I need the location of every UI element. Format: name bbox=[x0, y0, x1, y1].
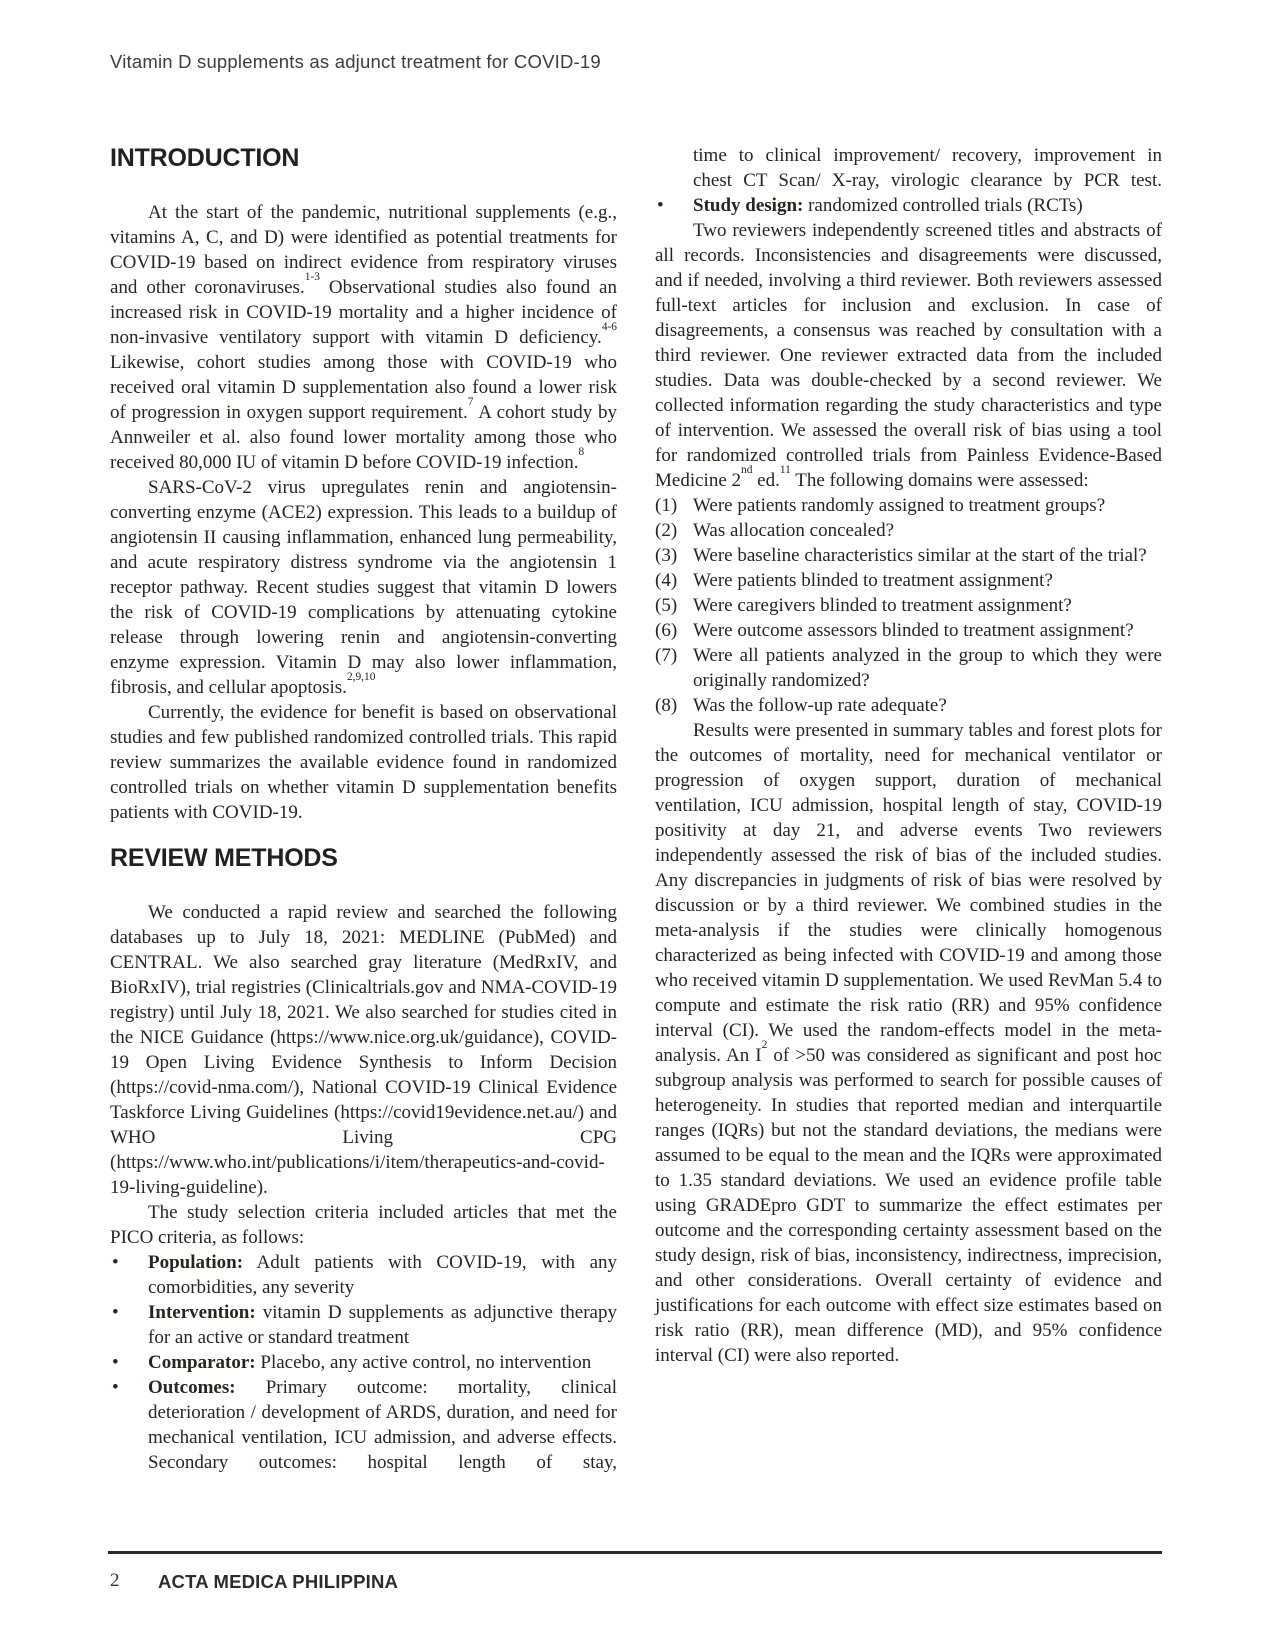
pico-bullet-study-design-text: Study design: randomized controlled trials (RCTs) bbox=[693, 195, 1083, 216]
domain-item-5 bbox=[655, 593, 1162, 618]
domain-item-6-text: Were outcome assessors blinded to treatment assignment? bbox=[693, 620, 1134, 641]
domain-item-1-text: Were patients randomly assigned to treatment groups? bbox=[693, 495, 1106, 516]
pico-bullet-population bbox=[110, 1250, 617, 1300]
pico-bullet-intervention-text: Intervention: vitamin D supplements as adjunctive therapy for an active or standard treatment bbox=[148, 1302, 617, 1348]
introduction-heading: INTRODUCTION bbox=[110, 144, 300, 172]
pico-bullet-study-design bbox=[655, 193, 1162, 218]
number-marker: (2) bbox=[655, 520, 678, 541]
domain-item-8-text: Was the follow-up rate adequate? bbox=[693, 695, 947, 716]
outcomes-continuation-text: time to clinical improvement/ recovery, improvement in chest CT Scan/ X-ray, virologic clearance by PCR test. bbox=[693, 145, 1162, 191]
journal-name: ACTA MEDICA PHILIPPINA bbox=[158, 1571, 399, 1592]
number-marker: (5) bbox=[655, 595, 678, 616]
bullet-marker: • bbox=[657, 195, 664, 216]
number-marker: (8) bbox=[655, 695, 678, 716]
domain-item-3 bbox=[655, 543, 1162, 568]
footer-rule bbox=[108, 1551, 1162, 1554]
reviewers-paragraph: Two reviewers independently screened titles and abstracts of all records. Inconsistencies and disagreements were discussed, and if needed, involving a third reviewer. Both reviewers assessed full-text articles for inclusion and exclusion. In case of disagreements, a consensus was reached by consultation with a third reviewer. One reviewer extracted data from the included studies. Data was double-checked by a second reviewer. We collected information regarding the study characteristics and type of intervention. We assessed the overall risk of bias using a tool for randomized controlled trials from Painless Evidence-Based Medicine 2nd ed.$^{11}$ The following domains were assessed: bbox=[655, 220, 1162, 491]
intro-paragraph-1: At the start of the pandemic, nutritional supplements (e.g., vitamins A, C, and D) were identified as potential treatments for COVID-19 based on indirect evidence from respiratory viruses and other coronaviruses.$^{1-3}$ Observational studies also found an increased risk in COVID-19 mortality and a higher incidence of non-invasive ventilatory support with vitamin D deficiency.$^{4-6}$ Likewise, cohort studies among those with COVID-19 who received oral vitamin D supplementation also found a lower risk of progression in oxygen support requirement.$^7$ A cohort study by Annweiler et al. also found lower mortality among those who received 80,000 IU of vitamin D before COVID-19 infection.$^8$ bbox=[110, 202, 617, 473]
number-marker: (1) bbox=[655, 495, 678, 516]
pico-bullet-outcomes bbox=[110, 1375, 617, 1475]
running-head: Vitamin D supplements as adjunct treatment for COVID-19 bbox=[110, 51, 601, 72]
domain-item-2-text: Was allocation concealed? bbox=[693, 520, 895, 541]
bullet-marker: • bbox=[112, 1352, 119, 1373]
bullet-marker: • bbox=[112, 1302, 119, 1323]
pico-bullet-comparator bbox=[110, 1350, 617, 1375]
number-marker: (6) bbox=[655, 620, 678, 641]
bullet-marker: • bbox=[112, 1377, 119, 1398]
number-marker: (4) bbox=[655, 570, 678, 591]
page-number: 2 bbox=[110, 1570, 120, 1591]
domain-item-6 bbox=[655, 618, 1162, 643]
pico-bullet-population-text: Population: Adult patients with COVID-19, with any comorbidities, any severity bbox=[148, 1252, 617, 1298]
pico-bullet-comparator-text: Comparator: Placebo, any active control, no intervention bbox=[148, 1352, 592, 1373]
domain-item-3-text: Were baseline characteristics similar at the start of the trial? bbox=[693, 545, 1147, 566]
outcomes-continuation bbox=[655, 143, 1162, 193]
domain-item-2 bbox=[655, 518, 1162, 543]
domain-item-5-text: Were caregivers blinded to treatment assignment? bbox=[693, 595, 1072, 616]
pico-bullet-outcomes-text: Outcomes: Primary outcome: mortality, clinical deterioration / development of ARDS, duration, and need for mechanical ventilation, ICU admission, and adverse effects. Secondary outcomes: hospital length of stay, bbox=[148, 1377, 617, 1473]
results-analysis-paragraph: Results were presented in summary tables and forest plots for the outcomes of mortality, need for mechanical ventilator or progression of oxygen support, duration of mechanical ventilation, ICU admission, hospital length of stay, COVID-19 positivity at day 21, and adverse events Two reviewers independently assessed the risk of bias of the included studies. Any discrepancies in judgments of risk of bias were resolved by discussion or by a third reviewer. We combined studies in the meta-analysis if the studies were clinically homogenous characterized as being infected with COVID-19 and among those who received vitamin D supplementation. We used RevMan 5.4 to compute and estimate the risk ratio (RR) and 95% confidence interval (CI). We used the random-effects model in the meta-analysis. An $I^2$ of >50 was considered as significant and post hoc subgroup analysis was performed to search for possible causes of heterogeneity. In studies that reported median and interquartile ranges (IQRs) but not the standard deviations, the medians were assumed to be equal to the mean and the IQRs were approximated to 1.35 standard deviations. We used an evidence profile table using GRADEpro GDT to summarize the effect estimates per outcome and the corresponding certainty assessment based on the study design, risk of bias, inconsistency, indirectness, imprecision, and other considerations. Overall certainty of evidence and justifications for each outcome with effect size estimates based on risk ratio (RR), mean difference (MD), and 95% confidence interval (CI) were also reported. bbox=[655, 720, 1162, 1366]
intro-paragraph-2: SARS-CoV-2 virus upregulates renin and angiotensin-converting enzyme (ACE2) expression. This leads to a buildup of angiotensin II causing inflammation, enhanced lung permeability, and acute respiratory distress syndrome via the angiotensin 1 receptor pathway. Recent studies suggest that vitamin D lowers the risk of COVID-19 complications by attenuating cytokine release through lowering renin and angiotensin-converting enzyme expression. Vitamin D may also lower inflammation, fibrosis, and cellular apoptosis.$^{2,9,10}$ bbox=[110, 477, 617, 698]
pico-bullet-intervention bbox=[110, 1300, 617, 1350]
domain-item-4-text: Were patients blinded to treatment assignment? bbox=[693, 570, 1053, 591]
domain-item-7 bbox=[655, 643, 1162, 693]
methods-search-paragraph: We conducted a rapid review and searched the following databases up to July 18, 2021: MEDLINE (PubMed) and CENTRAL. We also searched gray literature (MedRxIV, and BioRxIV), trial registries (Clinicaltrials.gov and NMA-COVID-19 registry) until July 18, 2021. We also searched for studies cited in the NICE Guidance (https://www.nice.org.uk/guidance), COVID-19 Open Living Evidence Synthesis to Inform Decision (https://covid-nma.com/), National COVID-19 Clinical Evidence Taskforce Living Guidelines (https://covid19evidence.net.au/) and WHO Living CPG (https://www.who.int/publications/i/item/therapeutics-and-covid-19-living-guideline). bbox=[110, 902, 617, 1198]
pico-intro-paragraph: The study selection criteria included articles that met the PICO criteria, as follows: bbox=[110, 1202, 617, 1248]
left-column bbox=[110, 143, 617, 1475]
number-marker: (7) bbox=[655, 645, 678, 666]
bullet-marker: • bbox=[112, 1252, 119, 1273]
intro-paragraph-3: Currently, the evidence for benefit is based on observational studies and few published randomized controlled trials. This rapid review summarizes the available evidence found in randomized controlled trials on whether vitamin D supplementation benefits patients with COVID-19. bbox=[110, 702, 617, 823]
review-methods-heading: REVIEW METHODS bbox=[110, 844, 338, 872]
domain-item-1 bbox=[655, 493, 1162, 518]
domain-item-7-text: Were all patients analyzed in the group to which they were originally randomized? bbox=[693, 645, 1162, 691]
number-marker: (3) bbox=[655, 545, 678, 566]
right-column bbox=[655, 143, 1162, 1368]
domain-item-8 bbox=[655, 693, 1162, 718]
domain-item-4 bbox=[655, 568, 1162, 593]
